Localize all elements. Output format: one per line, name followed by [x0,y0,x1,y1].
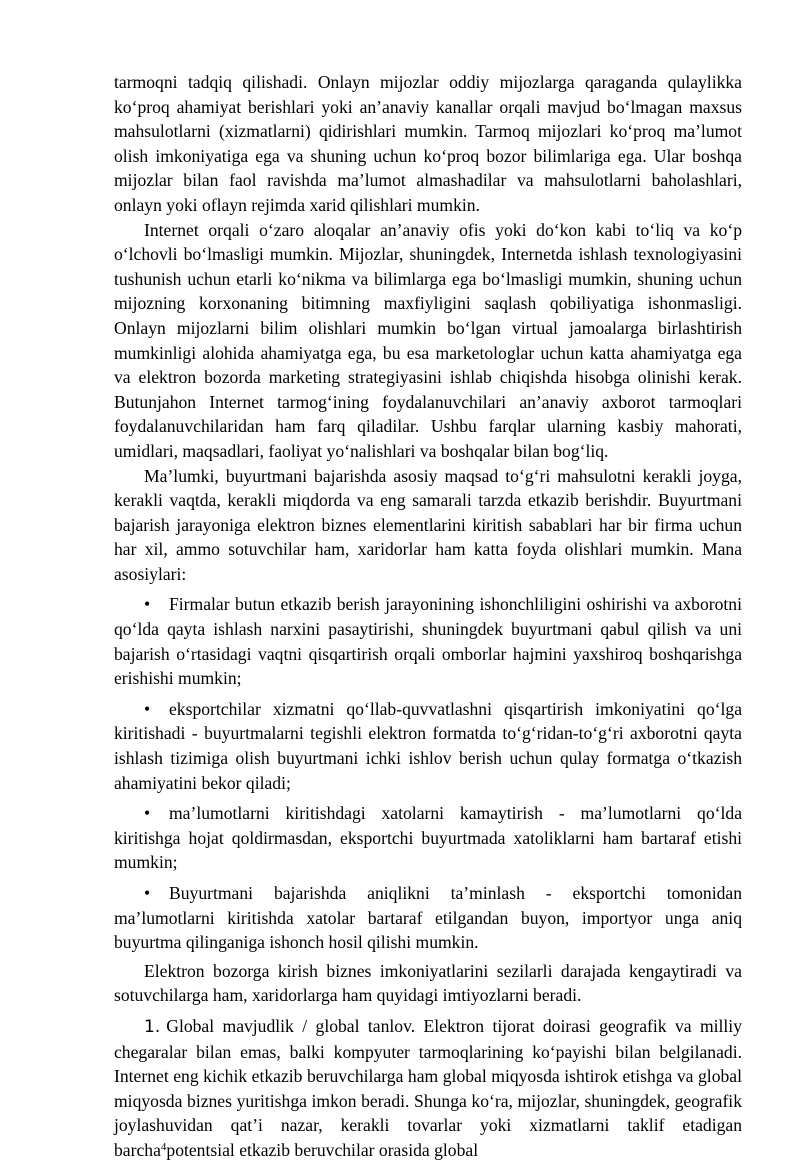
paragraph-market-entry: Elektron bozorga kirish biznes imkoniyatlarini sezilarli darajada kengaytiradi va sotuvchilarga ham, xaridorlarga ham quyidagi imtiyozlarni beradi. [114,960,742,1006]
list-item [114,697,742,795]
item-number: 1. [144,1016,161,1037]
list-item-text: Firmalar butun etkazib berish jarayonining ishonchliligini oshirishi va axborotni qoʻlda qayta ishlash narxini pasaytirishi, shuningdek buyurtmani qabul qilish va uni bajarish oʻrtasidagi vaqtni qisqartirish orqali omborlar hajmini yaxshiroq boshqarishga erishishi mumkin; [114,594,742,689]
bullet-icon: • [144,698,151,719]
paragraph-internet-interactions: Internet orqali oʻzaro aloqalar anʼanaviy ofis yoki doʻkon kabi toʻliq va koʻp oʻlchovli boʻlmasligi mumkin. Mijozlar, shuningdek, Internetda ishlash texnologiyasini tushunish uchun etarli koʻnikma va bilimlarga ega boʻlmasligi mumkin, shuning uchun mijozning korxonaning bitimning maxfiyligini saqlash qobiliyatiga ishonmasligi. Onlayn mijozlarni bilim olishlari mumkin boʻlgan virtual jamoalarga birlashtirish mumkinligi alohida ahamiyatga ega, bu esa marketologlar uchun katta ahamiyatga ega va elektron bozorda marketing strategiyasini ishlab chiqishda hisobga olinishi kerak. Butunjahon Internet tarmogʻining foydalanuvchilari anʼanaviy axborot tarmoqlari foydalanuvchilaridan ham farq qiladilar. Ushbu farqlar ularning kasbiy mahorati, umidlari, maqsadlari, faoliyat yoʻnalishlari va boshqalar bilan bogʻliq. [114,219,742,461]
list-item [114,881,742,955]
list-item [114,801,742,875]
numbered-item [114,1014,742,1163]
bullet-icon: • [144,883,151,903]
footnote-reference[interactable]: 4 [160,1140,167,1153]
list-item-text: eksportchilar xizmatni qoʻllab-quvvatlashni qisqartirish imkoniyatini qoʻlga kiritishadi - buyurtmalarni tegishli elektron formatda toʻgʻridan-toʻgʻri axborotni qayta ishlash tizimiga olish buyurtmani ichki ishlov berish uchun qulay formatga oʻtkazish ahamiyatini bekor qiladi; [114,698,742,793]
list-item [114,592,742,690]
document-page [114,70,742,1163]
numbered-item-text-continued: potentsial etkazib beruvchilar orasida global [166,1139,479,1160]
bullet-icon: • [144,803,151,824]
bullet-list [114,592,742,954]
bullet-icon: • [144,594,151,615]
list-item-text: maʼlumotlarni kiritishdagi xatolarni kamaytirish - maʼlumotlarni qoʻlda kiritishga hojat qoldirmasdan, eksportchi buyurtmada xatoliklarni ham bartaraf etishi mumkin; [114,803,742,873]
paragraph-order-fulfillment: Maʼlumki, buyurtmani bajarishda asosiy maqsad toʻgʻri mahsulotni kerakli joyga, kerakli vaqtda, kerakli miqdorda va eng samarali tarzda etkazib berishdir. Buyurtmani bajarish jarayoniga elektron biznes elementlarini kiritish sabablari har bir firma uchun har xil, ammo sotuvchilar ham, xaridorlar ham katta foyda olishlari mumkin. Mana asosiylari: [114,465,742,584]
numbered-item-text: Global mavjudlik / global tanlov. Elektron tijorat doirasi geografik va milliy chegaralar bilan emas, balki kompyuter tarmoqlarining koʻpayishi bilan belgilanadi. Internet eng kichik etkazib beruvchilarga ham global miqyosda ishtirok etishga va global miqyosda biznes yuritishga imkon beradi. Shunga koʻra, mijozlar, shuningdek, geografik joylashuvidan qatʼi nazar, kerakli tovarlar yoki xizmatlarni taklif etadigan barcha [114,1015,742,1160]
paragraph-continued: tarmoqni tadqiq qilishadi. Onlayn mijozlar oddiy mijozlarga qaraganda qulaylikka koʻproq ahamiyat berishlari yoki anʼanaviy kanallar orqali mavjud boʻlmagan maxsus mahsulotlarni (xizmatlarni) qidirishlari mumkin. Tarmoq mijozlari koʻproq maʼlumot olish imkoniyatiga ega va shuning uchun koʻproq bozor bilimlariga ega. Ular boshqa mijozlar bilan faol ravishda maʼlumot almashadilar va mahsulotlarni baholashlari, onlayn yoki oflayn rejimda xarid qilishlari mumkin. [114,72,742,215]
list-item-text: Buyurtmani bajarishda aniqlikni taʼminlash - eksportchi tomonidan maʼlumotlarni kiritishda xatolar bartaraf etilgandan buyon, importyor unga aniq buyurtma qilinganiga ishonch hosil qilishi mumkin. [114,883,742,953]
